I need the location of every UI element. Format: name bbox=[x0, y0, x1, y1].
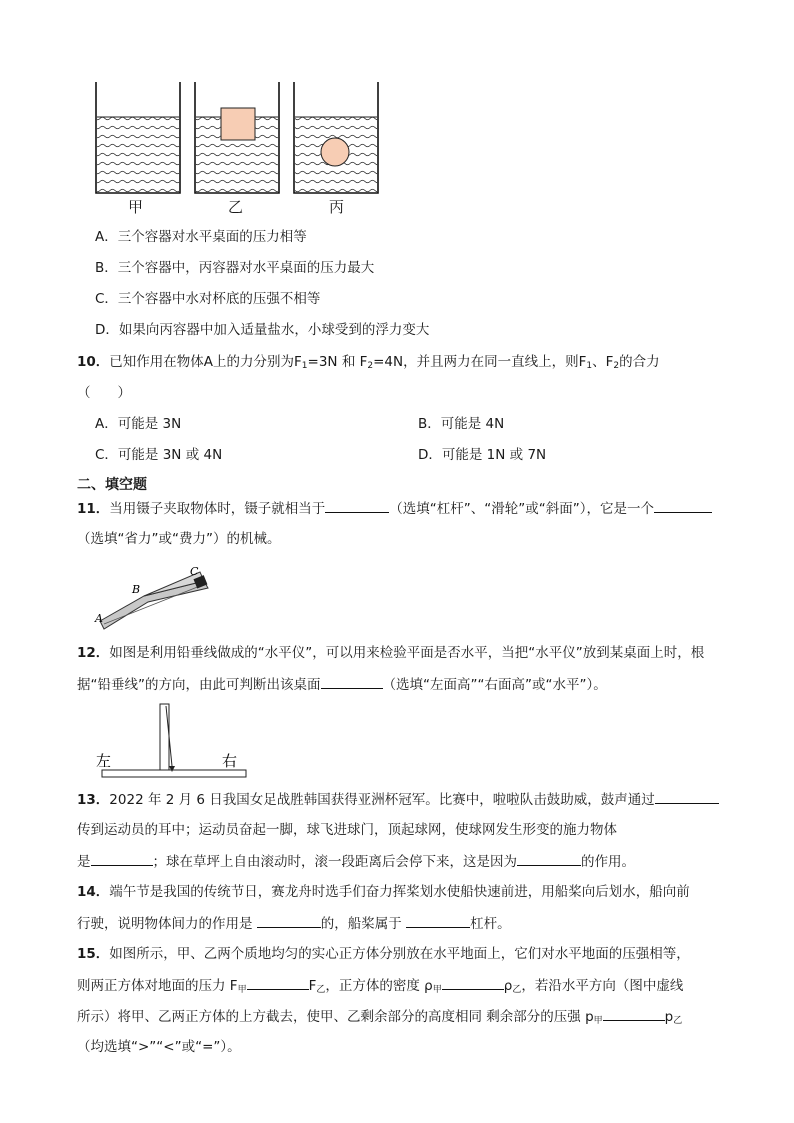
q12-blank[interactable] bbox=[321, 674, 383, 689]
q15-text-b4: ρ bbox=[503, 978, 513, 994]
q15-blank-3[interactable] bbox=[603, 1006, 665, 1021]
level-label-left: 左 bbox=[96, 752, 112, 770]
q13-text-c: 是 bbox=[77, 854, 91, 870]
q14-blank-1[interactable] bbox=[257, 913, 321, 928]
q12-line1 bbox=[77, 643, 704, 663]
q14-text-d: 杠杆。 bbox=[470, 916, 511, 932]
q10-option-d: D．可能是 1N 或 7N bbox=[418, 447, 547, 463]
container-jia bbox=[96, 82, 180, 193]
level-figure bbox=[92, 700, 252, 782]
q15-text-b3: ，正方体的密度 ρ bbox=[325, 978, 433, 994]
floating-block bbox=[221, 108, 255, 140]
q14-text-b: 行驶，说明物体间力的作用是 bbox=[77, 916, 257, 932]
q10-text-b: =3N 和 F bbox=[307, 354, 368, 370]
q13-blank-1[interactable] bbox=[655, 789, 719, 804]
q13-text-e: 的作用。 bbox=[581, 854, 635, 870]
q10-sub3: 1 bbox=[586, 361, 593, 371]
q15-blank-1[interactable] bbox=[247, 975, 309, 990]
q15-number: 15． bbox=[77, 946, 110, 962]
q10-sub1: 1 bbox=[301, 361, 308, 371]
label-yi: 乙 bbox=[228, 198, 244, 216]
q13-line1 bbox=[77, 789, 719, 810]
q12-text-c: （选填“左面高”“右面高”或“水平”）。 bbox=[382, 677, 607, 693]
label-jia: 甲 bbox=[128, 198, 144, 216]
q9-option-a: A．三个容器对水平桌面的压力相等 bbox=[95, 229, 307, 245]
q14-line2 bbox=[77, 913, 511, 934]
q10-text-c: =4N，并且两力在同一直线上，则F bbox=[373, 354, 587, 370]
q13-number: 13． bbox=[77, 792, 110, 808]
q12-text-a: 如图是利用铅垂线做成的“水平仪”，可以用来检验平面是否水平，当把“水平仪”放到某桌面上时，根 bbox=[109, 645, 705, 661]
container-bing bbox=[294, 82, 378, 193]
q15-sub-yi-1: 乙 bbox=[316, 985, 326, 995]
tweezers-label-b: B bbox=[132, 583, 141, 596]
q10-stem bbox=[77, 352, 660, 376]
suspended-ball bbox=[321, 138, 349, 166]
level-label-right: 右 bbox=[222, 752, 238, 770]
label-bing: 丙 bbox=[329, 198, 345, 216]
q14-text-c: 的，船桨属于 bbox=[320, 916, 407, 932]
q10-sub2: 2 bbox=[367, 361, 374, 371]
q12-text-b: 据“铅垂线”的方向，由此可判断出该桌面 bbox=[77, 677, 321, 693]
q14-line1 bbox=[77, 882, 690, 902]
q15-sub-jia-1: 甲 bbox=[237, 985, 247, 995]
q14-blank-2[interactable] bbox=[406, 913, 470, 928]
q15-sub-jia-2: 甲 bbox=[432, 985, 442, 995]
q15-line3 bbox=[77, 1006, 682, 1031]
q10-option-a: A．可能是 3N bbox=[95, 416, 182, 432]
q9-option-b: B．三个容器中，丙容器对水平桌面的压力最大 bbox=[95, 260, 375, 276]
q10-option-b: B．可能是 4N bbox=[418, 416, 505, 432]
q11-blank-2[interactable] bbox=[654, 498, 712, 513]
q13-text-d: ；球在草坪上自由滚动时，滚一段距离后会停下来，这是因为 bbox=[152, 854, 517, 870]
q15-line4: （均选填“>”“<”或“=”）。 bbox=[77, 1039, 241, 1055]
q15-text-c1: 所示）将甲、乙两正方体的上方截去，使甲、乙剩余部分的高度相同 剩余部分的压强 p bbox=[77, 1009, 594, 1025]
q10-option-c: C．可能是 3N 或 4N bbox=[95, 447, 223, 463]
q11-text-a: 当用镊子夹取物体时，镊子就相当于 bbox=[109, 501, 326, 517]
q13-text-a: 2022 年 2 月 6 日我国女足战胜韩国获得亚洲杯冠军。比赛中，啦啦队击鼓助威，鼓声通过 bbox=[109, 792, 655, 808]
q11-line2: （选填“省力”或“费力”）的机械。 bbox=[77, 531, 281, 547]
q11-number: 11． bbox=[77, 501, 110, 517]
container-yi bbox=[195, 82, 279, 193]
q15-sub-jia-3: 甲 bbox=[593, 1016, 603, 1026]
q10-text-d: 、F bbox=[592, 354, 614, 370]
q15-text-b1: 则两正方体对地面的压力 F bbox=[77, 978, 238, 994]
section-title: 二、填空题 bbox=[77, 477, 147, 493]
tweezers-label-c: C bbox=[190, 565, 199, 578]
q12-line2 bbox=[77, 674, 607, 695]
q10-sub4: 2 bbox=[613, 361, 620, 371]
tweezers-label-a: A bbox=[95, 612, 103, 625]
q15-sub-yi-3: 乙 bbox=[673, 1016, 683, 1026]
q12-number: 12． bbox=[77, 645, 110, 661]
q10-text-e: 的合力 bbox=[619, 354, 660, 370]
q11-text-b: （选填“杠杆”、“滑轮”或“斜面”），它是一个 bbox=[389, 501, 655, 517]
q9-option-d: D．如果向丙容器中加入适量盐水，小球受到的浮力变大 bbox=[95, 322, 430, 338]
q15-blank-2[interactable] bbox=[442, 975, 504, 990]
q11-blank-1[interactable] bbox=[325, 498, 389, 513]
q15-text-a: 如图所示，甲、乙两个质地均匀的实心正方体分别放在水平地面上，它们对水平地面的压强相等， bbox=[109, 946, 690, 962]
q13-blank-2[interactable] bbox=[91, 851, 153, 866]
q13-blank-3[interactable] bbox=[517, 851, 581, 866]
q9-option-c: C．三个容器中水对杯底的压强不相等 bbox=[95, 291, 321, 307]
q14-text-a: 端午节是我国的传统节日，赛龙舟时选手们奋力挥桨划水使船快速前进，用船桨向后划水，船向前 bbox=[109, 884, 690, 900]
q14-number: 14． bbox=[77, 884, 110, 900]
q10-number: 10． bbox=[77, 354, 110, 370]
q15-text-b2: F bbox=[308, 978, 317, 994]
q15-text-b5: ，若沿水平方向（图中虚线 bbox=[521, 978, 684, 994]
q15-sub-yi-2: 乙 bbox=[512, 985, 522, 995]
q10-answer-paren: （ ） bbox=[77, 385, 131, 401]
q15-line1 bbox=[77, 944, 690, 964]
q11-line1 bbox=[77, 498, 712, 519]
q10-text-a: 已知作用在物体A上的力分别为F bbox=[109, 354, 302, 370]
q15-text-c2: p bbox=[664, 1009, 674, 1025]
q15-line2 bbox=[77, 975, 683, 1000]
q13-line2: 传到运动员的耳中；运动员奋起一脚，球飞进球门，顶起球网，使球网发生形变的施力物体 bbox=[77, 822, 617, 838]
q13-line3 bbox=[77, 851, 635, 872]
tweezers-figure bbox=[92, 560, 217, 632]
